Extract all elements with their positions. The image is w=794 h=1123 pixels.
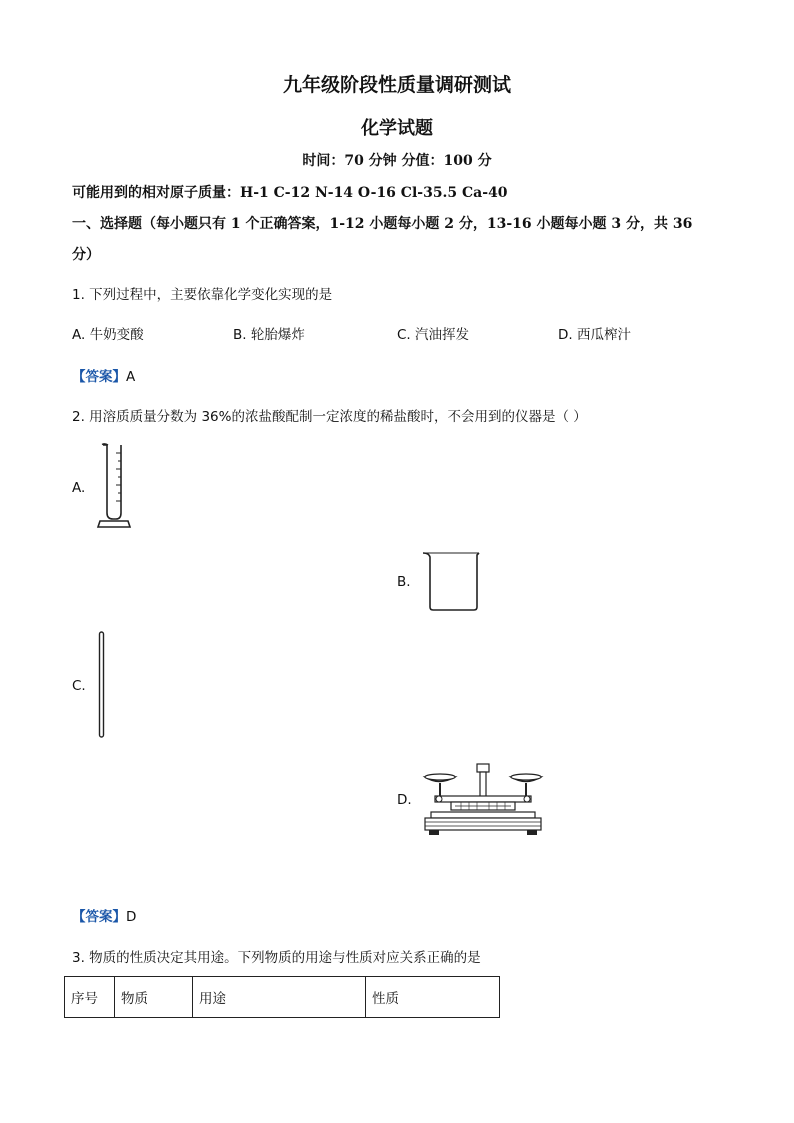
q2-answer — [72, 905, 136, 925]
q2-option-a-label: A. — [72, 480, 86, 496]
graduated-cylinder-icon — [94, 443, 134, 529]
q1-answer — [72, 365, 135, 385]
atomic-masses: 可能用到的相对原子质量：H-1 C-12 N-14 O-16 Cl-35.5 Ca-40 — [72, 185, 508, 201]
q2-option-c-label: C. — [72, 678, 86, 694]
balance-scale-icon — [421, 760, 545, 840]
beaker-icon — [421, 551, 483, 613]
q1-option-a: A. 牛奶变酸 — [72, 327, 144, 343]
table-header-use: 用途 — [193, 977, 366, 1018]
table-header-row — [65, 977, 500, 1018]
glass-rod-icon — [96, 630, 108, 740]
q1-answer-value: A — [126, 369, 136, 385]
table-header-property: 性质 — [366, 977, 500, 1018]
table-header-substance: 物质 — [115, 977, 193, 1018]
q3-table — [64, 976, 500, 1018]
q1-answer-tag: 【答案】 — [72, 369, 126, 385]
q2-answer-tag: 【答案】 — [72, 909, 126, 925]
exam-time-info: 时间：70 分钟 分值：100 分 — [302, 153, 492, 169]
q2-answer-value: D — [126, 909, 137, 925]
q1-option-b: B. 轮胎爆炸 — [233, 327, 305, 343]
q1-option-c: C. 汽油挥发 — [397, 327, 470, 343]
section1-heading-line2: 分） — [72, 247, 100, 263]
q1-stem: 1. 下列过程中，主要依靠化学变化实现的是 — [72, 287, 333, 303]
q2-stem: 2. 用溶质质量分数为 36%的浓盐酸配制一定浓度的稀盐酸时，不会用到的仪器是（ ） — [72, 409, 587, 425]
exam-title: 九年级阶段性质量调研测试 — [282, 74, 511, 96]
q2-option-d-label: D. — [397, 792, 412, 808]
section1-heading-line1: 一、选择题（每小题只有 1 个正确答案，1-12 小题每小题 2 分，13-16 小题每小题 3 分，共 36 — [72, 216, 693, 232]
q3-stem: 3. 物质的性质决定其用途。下列物质的用途与性质对应关系正确的是 — [72, 950, 481, 966]
q1-option-d: D. 西瓜榨汁 — [558, 327, 631, 343]
table-header-index: 序号 — [65, 977, 115, 1018]
q2-option-b-label: B. — [397, 574, 411, 590]
exam-subject: 化学试题 — [361, 118, 433, 139]
